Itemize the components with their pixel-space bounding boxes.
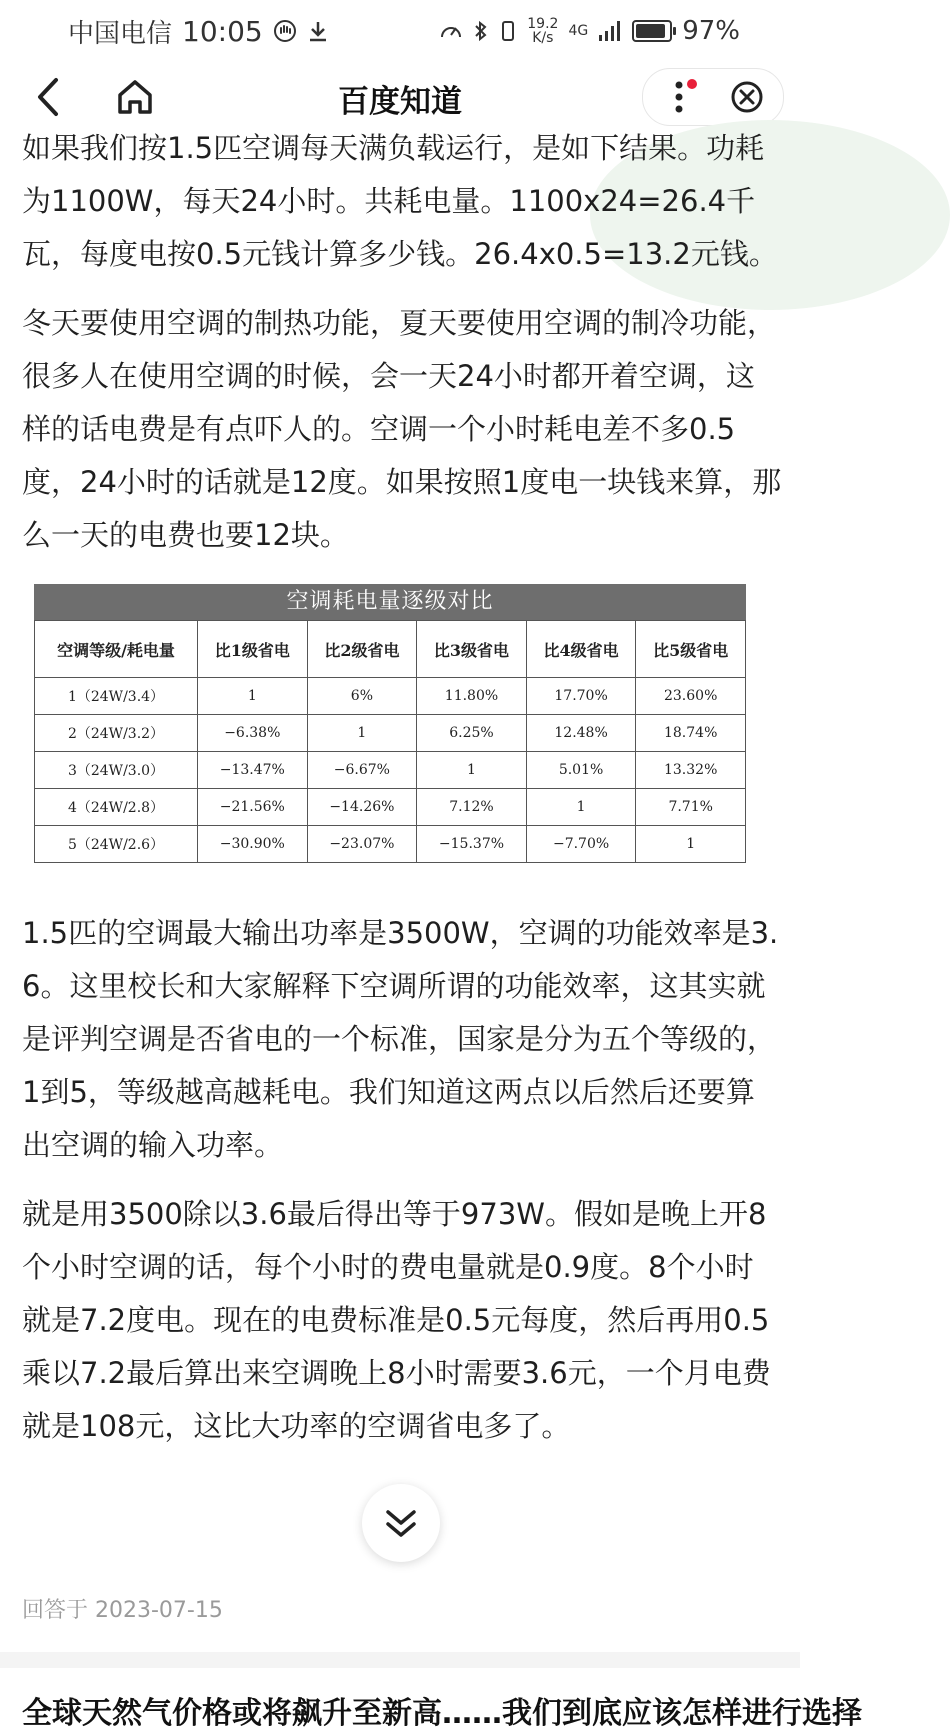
network-speed-unit: K/s [532,30,554,46]
table-cell: −14.26% [307,789,417,826]
table-header-cell: 空调等级/耗电量 [35,621,198,678]
answer-paragraph: 如果我们按1.5匹空调每天满负载运行，是如下结果。功耗为1100W，每天24小时。共耗电量。1100x24=26.4千瓦，每度电按0.5元钱计算多少钱。26.4x0.5=13.2元钱。 [22,131,778,271]
status-bar [0,0,800,62]
table-cell: 1 [417,752,527,789]
answer-content [22,122,782,1469]
table-row [35,752,746,789]
spacer [22,863,782,907]
close-circle-icon [713,69,783,125]
table-cell: 6% [307,678,417,715]
table-cell: 1 [636,826,746,863]
table-row [35,789,746,826]
table-header-cell: 比1级省电 [198,621,308,678]
network-type: 4G [568,23,589,39]
more-button[interactable] [643,69,713,125]
mini-app-capsule [642,68,784,126]
table-cell: 1 [198,678,308,715]
table-cell: 23.60% [636,678,746,715]
battery-level [636,24,665,38]
expand-button[interactable] [362,1484,440,1562]
table-row [35,715,746,752]
table-header-cell: 比5级省电 [636,621,746,678]
table-row [35,678,746,715]
table-cell: 1 [307,715,417,752]
comparison-table [34,620,746,863]
close-button[interactable] [713,69,783,125]
table-cell: 18.74% [636,715,746,752]
table-title: 空调耗电量逐级对比 [34,584,746,620]
table-cell: −13.47% [198,752,308,789]
network-speed-value: 19.2 [527,16,559,32]
status-bar-right [439,16,740,46]
speed-gauge-icon [439,20,463,42]
table-cell: 13.32% [636,752,746,789]
answer-date: 回答于 2023-07-15 [22,1598,223,1623]
table-cell: 3（24W/3.0） [35,752,198,789]
table-cell: −21.56% [198,789,308,826]
table-cell: 6.25% [417,715,527,752]
section-divider [0,1652,800,1668]
comparison-table-image[interactable] [34,584,746,863]
network-speed [527,17,558,45]
table-cell: −23.07% [307,826,417,863]
table-cell: 7.12% [417,789,527,826]
table-cell: 4（24W/2.8） [35,789,198,826]
table-cell: −7.70% [526,826,636,863]
table-cell: 7.71% [636,789,746,826]
more-vertical-icon [643,69,713,125]
table-cell: 12.48% [526,715,636,752]
table-cell: −30.90% [198,826,308,863]
table-cell: 2（24W/3.2） [35,715,198,752]
table-cell: 1 [526,789,636,826]
table-cell: 11.80% [417,678,527,715]
table-header-cell: 比2级省电 [307,621,417,678]
table-row [35,826,746,863]
notification-dot [687,79,697,89]
answer-paragraph: 冬天要使用空调的制热功能，夏天要使用空调的制冷功能，很多人在使用空调的时候，会一天24小时都开着空调，这样的话电费是有点吓人的。空调一个小时耗电差不多0.5度，24小时的话就是12度。如果按照1度电一块钱来算，那么一天的电费也要12块。 [22,306,782,552]
table-header-cell: 比3级省电 [417,621,527,678]
download-icon [307,19,329,43]
clock: 10:05 [182,14,263,48]
battery-icon [632,20,672,42]
table-cell: −15.37% [417,826,527,863]
signal-icon [598,20,622,42]
table-cell: 5.01% [526,752,636,789]
vibrate-icon [499,19,517,43]
status-bar-left [68,13,329,50]
double-chevron-down-icon [362,1484,440,1562]
table-cell: 1（24W/3.4） [35,678,198,715]
answer-paragraph: 1.5匹的空调最大输出功率是3500W，空调的功能效率是3.6。这里校长和大家解释下空调所谓的功能效率，这其实就是评判空调是否省电的一个标准，国家是分为五个等级的，1到5，等级越高越耗电。我们知道这两点以后然后还要算出空调的输入功率。 [22,916,779,1162]
bluetooth-icon [473,19,489,43]
table-cell: −6.38% [198,715,308,752]
page-title: 百度知道 [338,84,462,120]
table-cell: 5（24W/2.6） [35,826,198,863]
table-header-cell: 比4级省电 [526,621,636,678]
carrier-label: 中国电信 [68,18,173,49]
battery-percent: 97% [682,16,740,46]
table-cell: −6.67% [307,752,417,789]
next-item-title[interactable]: 全球天然气价格或将飙升至新高……我们到底应该怎样进行选择 [22,1696,862,1731]
answer-paragraph: 就是用3500除以3.6最后得出等于973W。假如是晚上开8个小时空调的话，每个小时的费电量就是0.9度。8个小时就是7.2度电。现在的电费标准是0.5元每度，然后再用0.5乘以7.2最后算出来空调晚上8小时需要3.6元，一个月电费就是108元，这比大功率的空调省电多了。 [22,1197,771,1443]
table-cell: 17.70% [526,678,636,715]
table-header-row [35,621,746,678]
hand-icon [273,19,297,43]
